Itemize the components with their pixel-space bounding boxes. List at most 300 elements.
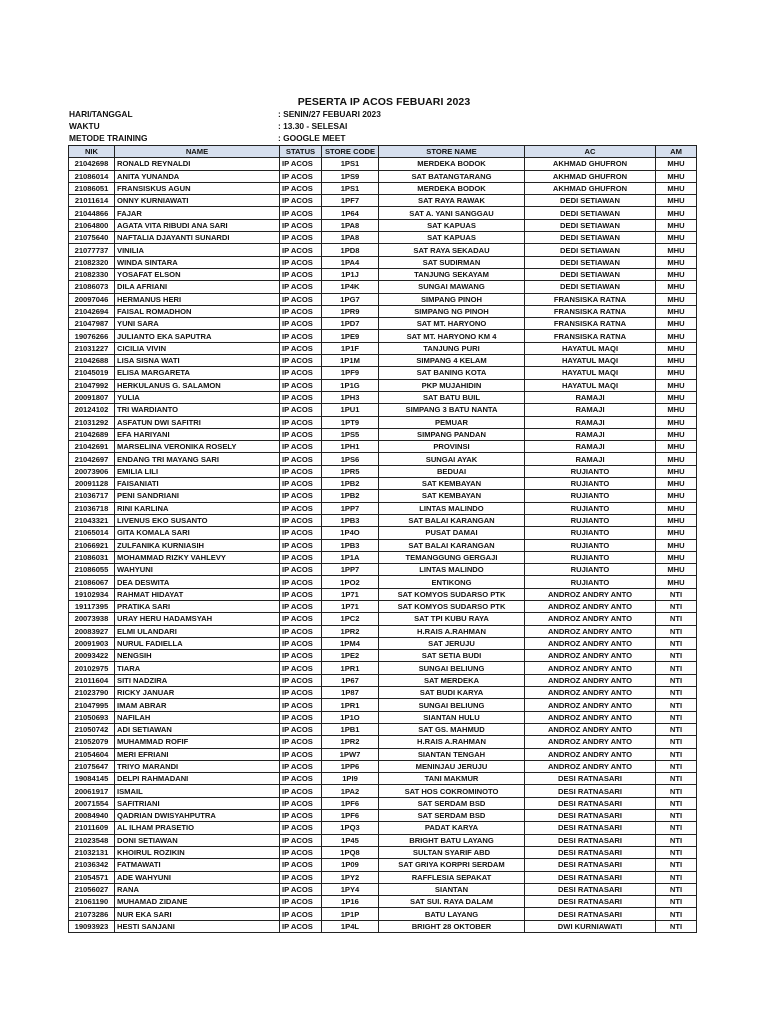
name-cell: DILA AFRIANI bbox=[115, 281, 280, 293]
am-cell: MHU bbox=[656, 404, 697, 416]
am-cell: MHU bbox=[656, 256, 697, 268]
store-code-cell: 1PS5 bbox=[322, 428, 379, 440]
name-cell: HERMANUS HERI bbox=[115, 293, 280, 305]
name-cell: GITA KOMALA SARI bbox=[115, 527, 280, 539]
am-cell: NTI bbox=[656, 674, 697, 686]
nik-cell: 21042694 bbox=[69, 305, 115, 317]
status-cell: IP ACOS bbox=[280, 428, 322, 440]
store-code-cell: 1P45 bbox=[322, 834, 379, 846]
name-cell: NURUL FADIELLA bbox=[115, 637, 280, 649]
store-name-cell: PROVINSI bbox=[379, 441, 525, 453]
store-name-cell: SIMPANG PINOH bbox=[379, 293, 525, 305]
store-code-cell: 1P71 bbox=[322, 600, 379, 612]
status-cell: IP ACOS bbox=[280, 539, 322, 551]
ac-cell: RUJIANTO bbox=[525, 514, 656, 526]
store-code-cell: 1PB3 bbox=[322, 539, 379, 551]
store-code-cell: 1P1G bbox=[322, 379, 379, 391]
name-cell: NAFILAH bbox=[115, 711, 280, 723]
name-cell: ELISA MARGARETA bbox=[115, 367, 280, 379]
table-row bbox=[69, 527, 697, 539]
am-cell: NTI bbox=[656, 773, 697, 785]
am-cell: MHU bbox=[656, 219, 697, 231]
nik-cell: 20091807 bbox=[69, 391, 115, 403]
table-row bbox=[69, 404, 697, 416]
participant-table bbox=[68, 145, 697, 933]
table-header-row bbox=[69, 146, 697, 158]
store-name-cell: SAT SERDAM BSD bbox=[379, 797, 525, 809]
status-cell: IP ACOS bbox=[280, 379, 322, 391]
store-name-cell: SAT BALAI KARANGAN bbox=[379, 514, 525, 526]
table-row bbox=[69, 736, 697, 748]
status-cell: IP ACOS bbox=[280, 736, 322, 748]
table-row bbox=[69, 330, 697, 342]
store-name-cell: SUNGAI BELIUNG bbox=[379, 699, 525, 711]
table-row bbox=[69, 871, 697, 883]
status-cell: IP ACOS bbox=[280, 465, 322, 477]
am-cell: MHU bbox=[656, 428, 697, 440]
name-cell: NUR EKA SARI bbox=[115, 908, 280, 920]
store-code-cell: 1PH1 bbox=[322, 441, 379, 453]
column-header-status: STATUS bbox=[280, 146, 322, 158]
status-cell: IP ACOS bbox=[280, 514, 322, 526]
nik-cell: 21044866 bbox=[69, 207, 115, 219]
store-code-cell: 1PC2 bbox=[322, 613, 379, 625]
status-cell: IP ACOS bbox=[280, 158, 322, 170]
am-cell: MHU bbox=[656, 268, 697, 280]
am-cell: NTI bbox=[656, 785, 697, 797]
table-row bbox=[69, 502, 697, 514]
name-cell: ADE WAHYUNI bbox=[115, 871, 280, 883]
nik-cell: 21045019 bbox=[69, 367, 115, 379]
name-cell: VINILIA bbox=[115, 244, 280, 256]
store-name-cell: SUNGAI BELIUNG bbox=[379, 662, 525, 674]
nik-cell: 21023548 bbox=[69, 834, 115, 846]
status-cell: IP ACOS bbox=[280, 785, 322, 797]
am-cell: NTI bbox=[656, 834, 697, 846]
am-cell: MHU bbox=[656, 490, 697, 502]
ac-cell: RAMAJI bbox=[525, 391, 656, 403]
status-cell: IP ACOS bbox=[280, 256, 322, 268]
status-cell: IP ACOS bbox=[280, 859, 322, 871]
store-code-cell: 1P09 bbox=[322, 859, 379, 871]
store-code-cell: 1PD7 bbox=[322, 318, 379, 330]
am-cell: MHU bbox=[656, 551, 697, 563]
nik-cell: 21061190 bbox=[69, 896, 115, 908]
nik-cell: 21023790 bbox=[69, 687, 115, 699]
ac-cell: ANDROZ ANDRY ANTO bbox=[525, 588, 656, 600]
store-code-cell: 1P67 bbox=[322, 674, 379, 686]
nik-cell: 21086073 bbox=[69, 281, 115, 293]
nik-cell: 21086031 bbox=[69, 551, 115, 563]
name-cell: RICKY JANUAR bbox=[115, 687, 280, 699]
store-code-cell: 1PO2 bbox=[322, 576, 379, 588]
name-cell: ISMAIL bbox=[115, 785, 280, 797]
store-name-cell: PADAT KARYA bbox=[379, 822, 525, 834]
am-cell: MHU bbox=[656, 465, 697, 477]
ac-cell: DESI RATNASARI bbox=[525, 859, 656, 871]
status-cell: IP ACOS bbox=[280, 318, 322, 330]
store-name-cell: TANJUNG PURI bbox=[379, 342, 525, 354]
am-cell: NTI bbox=[656, 711, 697, 723]
ac-cell: DESI RATNASARI bbox=[525, 871, 656, 883]
store-code-cell: 1P1J bbox=[322, 268, 379, 280]
meta-value: : SENIN/27 FEBUARI 2023 bbox=[278, 109, 381, 119]
status-cell: IP ACOS bbox=[280, 564, 322, 576]
table-row bbox=[69, 650, 697, 662]
nik-cell: 21042697 bbox=[69, 453, 115, 465]
status-cell: IP ACOS bbox=[280, 478, 322, 490]
table-row bbox=[69, 920, 697, 932]
status-cell: IP ACOS bbox=[280, 588, 322, 600]
am-cell: MHU bbox=[656, 391, 697, 403]
nik-cell: 19076266 bbox=[69, 330, 115, 342]
store-code-cell: 1PS1 bbox=[322, 182, 379, 194]
table-row bbox=[69, 637, 697, 649]
store-name-cell: H.RAIS A.RAHMAN bbox=[379, 625, 525, 637]
store-name-cell: SAT SUI. RAYA DALAM bbox=[379, 896, 525, 908]
store-name-cell: SAT SERDAM BSD bbox=[379, 810, 525, 822]
store-code-cell: 1PQ3 bbox=[322, 822, 379, 834]
status-cell: IP ACOS bbox=[280, 908, 322, 920]
store-name-cell: SAT KAPUAS bbox=[379, 232, 525, 244]
nik-cell: 21086014 bbox=[69, 170, 115, 182]
store-code-cell: 1P1F bbox=[322, 342, 379, 354]
store-name-cell: ENTIKONG bbox=[379, 576, 525, 588]
table-row bbox=[69, 896, 697, 908]
name-cell: WAHYUNI bbox=[115, 564, 280, 576]
ac-cell: ANDROZ ANDRY ANTO bbox=[525, 613, 656, 625]
nik-cell: 21073286 bbox=[69, 908, 115, 920]
nik-cell: 21032131 bbox=[69, 846, 115, 858]
store-code-cell: 1PW7 bbox=[322, 748, 379, 760]
meta-value: : 13.30 - SELESAI bbox=[278, 121, 348, 131]
nik-cell: 21064800 bbox=[69, 219, 115, 231]
am-cell: MHU bbox=[656, 305, 697, 317]
nik-cell: 19093923 bbox=[69, 920, 115, 932]
ac-cell: DESI RATNASARI bbox=[525, 797, 656, 809]
store-name-cell: SIANTAN TENGAH bbox=[379, 748, 525, 760]
store-name-cell: SAT A. YANI SANGGAU bbox=[379, 207, 525, 219]
ac-cell: ANDROZ ANDRY ANTO bbox=[525, 699, 656, 711]
table-row bbox=[69, 207, 697, 219]
status-cell: IP ACOS bbox=[280, 810, 322, 822]
am-cell: MHU bbox=[656, 182, 697, 194]
am-cell: NTI bbox=[656, 637, 697, 649]
nik-cell: 20073906 bbox=[69, 465, 115, 477]
name-cell: ADI SETIAWAN bbox=[115, 723, 280, 735]
store-name-cell: TEMANGGUNG GERGAJI bbox=[379, 551, 525, 563]
am-cell: NTI bbox=[656, 883, 697, 895]
store-code-cell: 1P1P bbox=[322, 908, 379, 920]
ac-cell: ANDROZ ANDRY ANTO bbox=[525, 637, 656, 649]
nik-cell: 21042689 bbox=[69, 428, 115, 440]
status-cell: IP ACOS bbox=[280, 871, 322, 883]
store-code-cell: 1P64 bbox=[322, 207, 379, 219]
store-code-cell: 1PM4 bbox=[322, 637, 379, 649]
am-cell: NTI bbox=[656, 723, 697, 735]
nik-cell: 20124102 bbox=[69, 404, 115, 416]
status-cell: IP ACOS bbox=[280, 637, 322, 649]
name-cell: RAHMAT HIDAYAT bbox=[115, 588, 280, 600]
am-cell: NTI bbox=[656, 859, 697, 871]
store-name-cell: BRIGHT 28 OKTOBER bbox=[379, 920, 525, 932]
store-name-cell: SUNGAI MAWANG bbox=[379, 281, 525, 293]
table-row bbox=[69, 453, 697, 465]
store-code-cell: 1PS9 bbox=[322, 170, 379, 182]
name-cell: EFA HARIYANI bbox=[115, 428, 280, 440]
am-cell: NTI bbox=[656, 699, 697, 711]
ac-cell: RAMAJI bbox=[525, 416, 656, 428]
nik-cell: 21042688 bbox=[69, 355, 115, 367]
name-cell: SAFITRIANI bbox=[115, 797, 280, 809]
ac-cell: DESI RATNASARI bbox=[525, 896, 656, 908]
store-name-cell: SAT BATANGTARANG bbox=[379, 170, 525, 182]
name-cell: CICILIA VIVIN bbox=[115, 342, 280, 354]
store-name-cell: BEDUAI bbox=[379, 465, 525, 477]
name-cell: DONI SETIAWAN bbox=[115, 834, 280, 846]
am-cell: MHU bbox=[656, 195, 697, 207]
am-cell: MHU bbox=[656, 318, 697, 330]
status-cell: IP ACOS bbox=[280, 687, 322, 699]
table-row bbox=[69, 551, 697, 563]
name-cell: KHOIRUL ROZIKIN bbox=[115, 846, 280, 858]
ac-cell: DESI RATNASARI bbox=[525, 785, 656, 797]
column-header-ac: AC bbox=[525, 146, 656, 158]
store-code-cell: 1PP7 bbox=[322, 564, 379, 576]
status-cell: IP ACOS bbox=[280, 527, 322, 539]
store-name-cell: SAT HOS COKROMINOTO bbox=[379, 785, 525, 797]
store-name-cell: SAT KAPUAS bbox=[379, 219, 525, 231]
store-code-cell: 1PR1 bbox=[322, 699, 379, 711]
store-name-cell: SAT SETIA BUDI bbox=[379, 650, 525, 662]
name-cell: ENDANG TRI MAYANG SARI bbox=[115, 453, 280, 465]
name-cell: ANITA YUNANDA bbox=[115, 170, 280, 182]
store-name-cell: MENINJAU JERUJU bbox=[379, 760, 525, 772]
am-cell: NTI bbox=[656, 625, 697, 637]
nik-cell: 21054604 bbox=[69, 748, 115, 760]
store-name-cell: MERDEKA BODOK bbox=[379, 182, 525, 194]
name-cell: LIVENUS EKO SUSANTO bbox=[115, 514, 280, 526]
nik-cell: 21011604 bbox=[69, 674, 115, 686]
table-row bbox=[69, 379, 697, 391]
ac-cell: ANDROZ ANDRY ANTO bbox=[525, 687, 656, 699]
table-row bbox=[69, 490, 697, 502]
ac-cell: ANDROZ ANDRY ANTO bbox=[525, 650, 656, 662]
ac-cell: RUJIANTO bbox=[525, 539, 656, 551]
store-name-cell: SAT BATU BUIL bbox=[379, 391, 525, 403]
ac-cell: DEDI SETIAWAN bbox=[525, 232, 656, 244]
name-cell: LISA SISNA WATI bbox=[115, 355, 280, 367]
store-code-cell: 1PF6 bbox=[322, 797, 379, 809]
table-row bbox=[69, 810, 697, 822]
store-code-cell: 1PS6 bbox=[322, 453, 379, 465]
store-code-cell: 1PU1 bbox=[322, 404, 379, 416]
status-cell: IP ACOS bbox=[280, 576, 322, 588]
am-cell: MHU bbox=[656, 379, 697, 391]
store-name-cell: SIANTAN HULU bbox=[379, 711, 525, 723]
am-cell: NTI bbox=[656, 662, 697, 674]
ac-cell: AKHMAD GHUFRON bbox=[525, 170, 656, 182]
ac-cell: ANDROZ ANDRY ANTO bbox=[525, 711, 656, 723]
ac-cell: RAMAJI bbox=[525, 441, 656, 453]
store-name-cell: SAT BALAI KARANGAN bbox=[379, 539, 525, 551]
ac-cell: ANDROZ ANDRY ANTO bbox=[525, 625, 656, 637]
am-cell: NTI bbox=[656, 908, 697, 920]
store-code-cell: 1PA8 bbox=[322, 232, 379, 244]
table-row bbox=[69, 219, 697, 231]
status-cell: IP ACOS bbox=[280, 182, 322, 194]
ac-cell: RUJIANTO bbox=[525, 502, 656, 514]
store-code-cell: 1PS1 bbox=[322, 158, 379, 170]
status-cell: IP ACOS bbox=[280, 662, 322, 674]
ac-cell: ANDROZ ANDRY ANTO bbox=[525, 600, 656, 612]
nik-cell: 21086055 bbox=[69, 564, 115, 576]
table-row bbox=[69, 244, 697, 256]
store-name-cell: SIMPANG NG PINOH bbox=[379, 305, 525, 317]
store-name-cell: SAT JERUJU bbox=[379, 637, 525, 649]
store-name-cell: SUNGAI AYAK bbox=[379, 453, 525, 465]
nik-cell: 21075647 bbox=[69, 760, 115, 772]
ac-cell: RUJIANTO bbox=[525, 576, 656, 588]
am-cell: MHU bbox=[656, 539, 697, 551]
name-cell: YULIA bbox=[115, 391, 280, 403]
name-cell: RINI KARLINA bbox=[115, 502, 280, 514]
nik-cell: 19117395 bbox=[69, 600, 115, 612]
am-cell: MHU bbox=[656, 576, 697, 588]
status-cell: IP ACOS bbox=[280, 650, 322, 662]
am-cell: NTI bbox=[656, 687, 697, 699]
store-code-cell: 1PA8 bbox=[322, 219, 379, 231]
nik-cell: 20061917 bbox=[69, 785, 115, 797]
nik-cell: 20084940 bbox=[69, 810, 115, 822]
store-code-cell: 1P4K bbox=[322, 281, 379, 293]
meta-label: METODE TRAINING bbox=[69, 133, 148, 143]
name-cell: FAISAL ROMADHON bbox=[115, 305, 280, 317]
ac-cell: HAYATUL MAQI bbox=[525, 342, 656, 354]
nik-cell: 21050693 bbox=[69, 711, 115, 723]
table-row bbox=[69, 662, 697, 674]
nik-cell: 20091128 bbox=[69, 478, 115, 490]
store-name-cell: SAT SUDIRMAN bbox=[379, 256, 525, 268]
name-cell: FAJAR bbox=[115, 207, 280, 219]
am-cell: MHU bbox=[656, 416, 697, 428]
status-cell: IP ACOS bbox=[280, 232, 322, 244]
table-row bbox=[69, 367, 697, 379]
ac-cell: DESI RATNASARI bbox=[525, 822, 656, 834]
status-cell: IP ACOS bbox=[280, 723, 322, 735]
status-cell: IP ACOS bbox=[280, 416, 322, 428]
am-cell: MHU bbox=[656, 355, 697, 367]
am-cell: MHU bbox=[656, 232, 697, 244]
store-name-cell: SAT GS. MAHMUD bbox=[379, 723, 525, 735]
am-cell: MHU bbox=[656, 293, 697, 305]
am-cell: MHU bbox=[656, 514, 697, 526]
status-cell: IP ACOS bbox=[280, 834, 322, 846]
nik-cell: 21086067 bbox=[69, 576, 115, 588]
ac-cell: DEDI SETIAWAN bbox=[525, 207, 656, 219]
nik-cell: 21011614 bbox=[69, 195, 115, 207]
name-cell: MUHAMAD ZIDANE bbox=[115, 896, 280, 908]
store-name-cell: SULTAN SYARIF ABD bbox=[379, 846, 525, 858]
ac-cell: FRANSISKA RATNA bbox=[525, 318, 656, 330]
nik-cell: 20091903 bbox=[69, 637, 115, 649]
nik-cell: 21031292 bbox=[69, 416, 115, 428]
status-cell: IP ACOS bbox=[280, 920, 322, 932]
store-code-cell: 1PB3 bbox=[322, 514, 379, 526]
nik-cell: 21047987 bbox=[69, 318, 115, 330]
store-name-cell: SAT GRIYA KORPRI SERDAM bbox=[379, 859, 525, 871]
ac-cell: DESI RATNASARI bbox=[525, 773, 656, 785]
nik-cell: 21036718 bbox=[69, 502, 115, 514]
name-cell: MARSELINA VERONIKA ROSELY bbox=[115, 441, 280, 453]
name-cell: DELPI RAHMADANI bbox=[115, 773, 280, 785]
store-code-cell: 1PP7 bbox=[322, 502, 379, 514]
status-cell: IP ACOS bbox=[280, 281, 322, 293]
table-row bbox=[69, 588, 697, 600]
store-code-cell: 1P4L bbox=[322, 920, 379, 932]
am-cell: NTI bbox=[656, 846, 697, 858]
am-cell: MHU bbox=[656, 170, 697, 182]
status-cell: IP ACOS bbox=[280, 797, 322, 809]
store-name-cell: SAT KEMBAYAN bbox=[379, 490, 525, 502]
store-code-cell: 1P1O bbox=[322, 711, 379, 723]
name-cell: NAFTALIA DJAYANTI SUNARDI bbox=[115, 232, 280, 244]
status-cell: IP ACOS bbox=[280, 367, 322, 379]
am-cell: MHU bbox=[656, 244, 697, 256]
store-name-cell: SAT MERDEKA bbox=[379, 674, 525, 686]
store-name-cell: PKP MUJAHIDIN bbox=[379, 379, 525, 391]
status-cell: IP ACOS bbox=[280, 170, 322, 182]
status-cell: IP ACOS bbox=[280, 773, 322, 785]
status-cell: IP ACOS bbox=[280, 625, 322, 637]
column-header-nik: NIK bbox=[69, 146, 115, 158]
column-header-store-name: STORE NAME bbox=[379, 146, 525, 158]
nik-cell: 21011609 bbox=[69, 822, 115, 834]
nik-cell: 20093422 bbox=[69, 650, 115, 662]
table-row bbox=[69, 822, 697, 834]
ac-cell: RUJIANTO bbox=[525, 490, 656, 502]
status-cell: IP ACOS bbox=[280, 441, 322, 453]
table-row bbox=[69, 281, 697, 293]
store-code-cell: 1P4O bbox=[322, 527, 379, 539]
nik-cell: 21082330 bbox=[69, 268, 115, 280]
table-row bbox=[69, 465, 697, 477]
store-code-cell: 1PR2 bbox=[322, 736, 379, 748]
store-code-cell: 1PR1 bbox=[322, 662, 379, 674]
am-cell: NTI bbox=[656, 871, 697, 883]
table-row bbox=[69, 170, 697, 182]
status-cell: IP ACOS bbox=[280, 355, 322, 367]
name-cell: AGATA VITA RIBUDI ANA SARI bbox=[115, 219, 280, 231]
name-cell: SITI NADZIRA bbox=[115, 674, 280, 686]
am-cell: NTI bbox=[656, 736, 697, 748]
store-code-cell: 1PQ8 bbox=[322, 846, 379, 858]
table-row bbox=[69, 428, 697, 440]
nik-cell: 21066921 bbox=[69, 539, 115, 551]
am-cell: NTI bbox=[656, 650, 697, 662]
store-name-cell: SAT TPI KUBU RAYA bbox=[379, 613, 525, 625]
ac-cell: DESI RATNASARI bbox=[525, 834, 656, 846]
status-cell: IP ACOS bbox=[280, 490, 322, 502]
name-cell: MOHAMMAD RIZKY VAHLEVY bbox=[115, 551, 280, 563]
ac-cell: RAMAJI bbox=[525, 453, 656, 465]
name-cell: ELMI ULANDARI bbox=[115, 625, 280, 637]
status-cell: IP ACOS bbox=[280, 711, 322, 723]
am-cell: MHU bbox=[656, 207, 697, 219]
ac-cell: DWI KURNIAWATI bbox=[525, 920, 656, 932]
name-cell: AL ILHAM PRASETIO bbox=[115, 822, 280, 834]
table-row bbox=[69, 674, 697, 686]
